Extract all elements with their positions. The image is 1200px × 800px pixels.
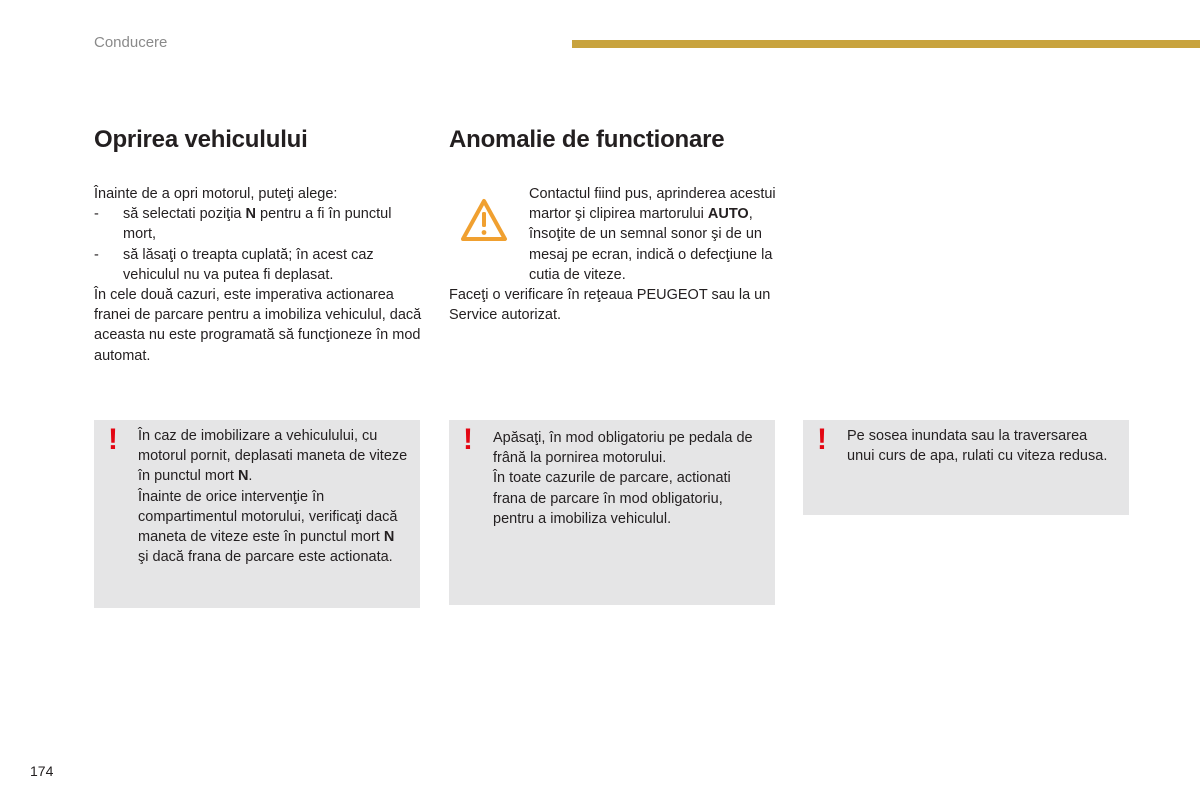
option-item <box>94 204 424 244</box>
option-text: să selectati poziţia <box>123 206 246 223</box>
note-text-part: şi dacă frana de parcare este actionata. <box>138 549 393 566</box>
header-accent-bar <box>572 40 1200 48</box>
gear-letter: N <box>245 206 256 223</box>
note-text <box>493 428 763 529</box>
note-text-part: . <box>248 468 253 485</box>
option-text-end: pentru a fi în punctul mort, <box>123 206 392 243</box>
title-stopping-vehicle: Oprirea vehiculului <box>94 126 308 153</box>
warning-text: Contactul fiind pus, aprinderea acestui martor şi clipirea martorului <box>529 186 776 223</box>
option-text: să lăsaţi o treapta cuplată; în acest caz vehiculul nu va putea fi deplasat. <box>123 246 374 283</box>
stopping-conclusion: În cele două cazuri, este imperativa actionarea franei de parcare pentru a imobiliza vehiculul, dacă aceasta nu este programată să funcţioneze în mod automat. <box>94 287 422 364</box>
stopping-vehicle-text <box>94 184 424 366</box>
stopping-intro: Înainte de a opri motorul, puteţi alege: <box>94 186 338 202</box>
warning-text-end: , însoţite de un semnal sonor şi de un mesaj pe ecran, indică o defecţiune la cutia de viteze. <box>529 206 773 283</box>
note-text: Pe sosea inundata sau la traversarea unui curs de apa, rulati cu viteza redusa. <box>847 428 1108 465</box>
section-label: Conducere <box>94 34 168 51</box>
gear-letter: N <box>383 529 395 546</box>
note-text <box>138 426 408 567</box>
malfunction-text <box>449 184 779 325</box>
note-para: În toate cazurile de parcare, actionati frana de parcare în mod obligatoriu, pentru a imobiliza vehiculul. <box>493 470 731 527</box>
note-text-part: În caz de imobilizare a vehiculului, cu motorul pornit, deplasati maneta de viteze în punctul mort <box>138 428 408 485</box>
option-item <box>94 245 424 285</box>
exclamation-icon: ! <box>463 423 473 456</box>
title-malfunction: Anomalie de functionare <box>449 126 725 153</box>
service-advice: Faceţi o verificare în reţeaua PEUGEOT sau la un Service autorizat. <box>449 287 771 324</box>
note-brake <box>449 420 775 605</box>
gear-letter: N <box>237 468 249 485</box>
warning-triangle-icon <box>460 198 508 242</box>
note-flooded-road <box>803 420 1129 515</box>
note-para: Apăsaţi, în mod obligatoriu pe pedala de frână la pornirea motorului. <box>493 430 753 467</box>
exclamation-icon: ! <box>817 423 827 456</box>
dash-bullet: - <box>94 206 99 223</box>
exclamation-icon: ! <box>108 423 118 456</box>
dash-bullet: - <box>94 246 99 263</box>
note-immobilization <box>94 420 420 608</box>
page-number: 174 <box>30 763 54 779</box>
note-text-part: Înainte de orice intervenţie în compartimentul motorului, verificaţi dacă maneta de viteze este în punctul mort <box>138 488 398 546</box>
warning-description <box>529 184 779 285</box>
auto-label: AUTO <box>707 206 749 223</box>
